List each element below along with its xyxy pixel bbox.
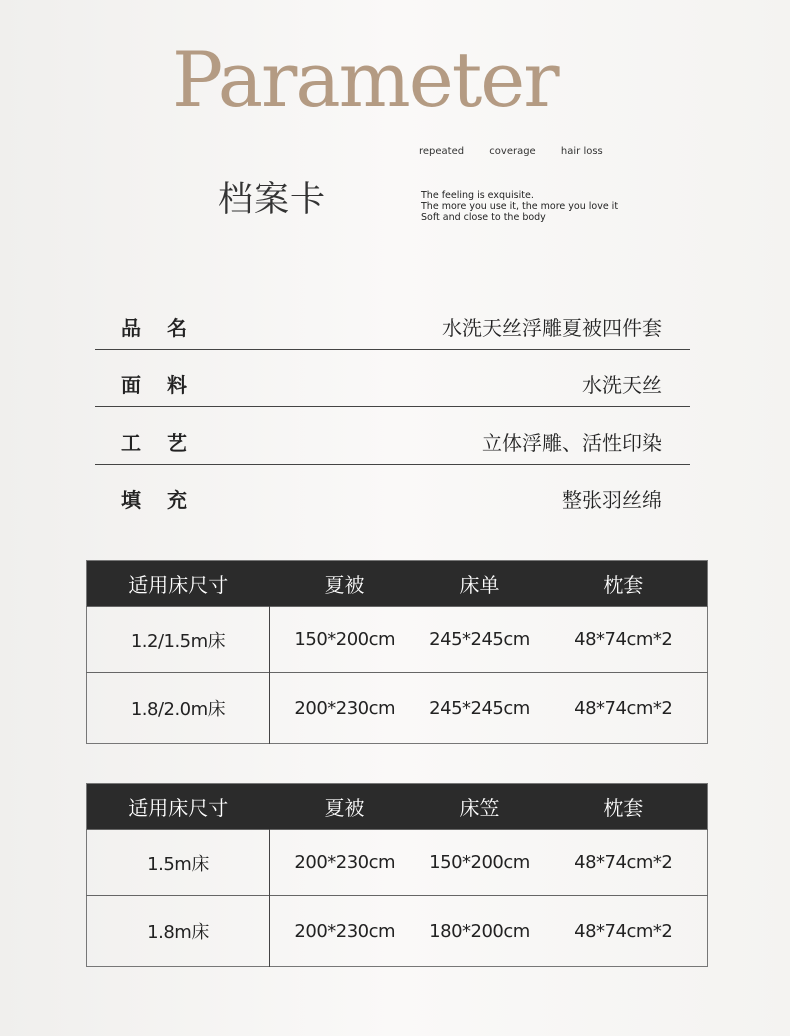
table-cell: 200*230cm [270, 830, 420, 896]
column-header: 夏被 [270, 561, 420, 607]
spec-key: 品名 [121, 316, 213, 340]
size-table [86, 783, 708, 967]
tagline-line: Soft and close to the body [421, 212, 546, 223]
column-header: 枕套 [540, 561, 708, 607]
table-cell: 245*245cm [420, 607, 540, 673]
table-cell: 48*74cm*2 [540, 607, 708, 673]
column-header: 床单 [420, 561, 540, 607]
page-title: Parameter [172, 35, 558, 124]
column-header: 适用床尺寸 [87, 561, 270, 607]
tag: repeated [419, 146, 465, 157]
size-table [86, 560, 708, 744]
table-header-row [87, 561, 708, 607]
spec-value: 整张羽丝绵 [562, 488, 662, 512]
table-cell: 200*230cm [270, 673, 420, 744]
spec-value: 立体浮雕、活性印染 [482, 431, 662, 455]
table-cell: 48*74cm*2 [540, 896, 708, 967]
tag: hair loss [560, 146, 603, 157]
table-cell: 150*200cm [270, 607, 420, 673]
spec-key: 工艺 [121, 431, 213, 455]
spec-row [95, 305, 690, 350]
column-header: 夏被 [270, 784, 420, 830]
spec-row [95, 477, 690, 521]
table-row [87, 607, 708, 673]
table-cell: 1.2/1.5m床 [87, 607, 270, 673]
table-cell: 1.5m床 [87, 830, 270, 896]
table-row [87, 830, 708, 896]
table-row [87, 896, 708, 967]
tagline-line: The more you use it, the more you love it [421, 201, 619, 212]
spec-row [95, 362, 690, 407]
table-cell: 48*74cm*2 [540, 673, 708, 744]
column-header: 枕套 [540, 784, 708, 830]
table-cell: 150*200cm [420, 830, 540, 896]
spec-key: 填充 [121, 488, 213, 512]
table-cell: 180*200cm [420, 896, 540, 967]
column-header: 适用床尺寸 [87, 784, 270, 830]
tag: coverage [489, 146, 536, 157]
spec-row [95, 420, 690, 465]
table-cell: 200*230cm [270, 896, 420, 967]
tagline-line: The feeling is exquisite. [421, 190, 534, 201]
table-cell: 1.8/2.0m床 [87, 673, 270, 744]
spec-value: 水洗天丝 [582, 373, 662, 397]
table-cell: 245*245cm [420, 673, 540, 744]
table-row [87, 673, 708, 744]
spec-key: 面料 [121, 373, 213, 397]
tagline [421, 190, 618, 223]
table-cell: 48*74cm*2 [540, 830, 708, 896]
column-header: 床笠 [420, 784, 540, 830]
tag-list [419, 146, 625, 157]
spec-value: 水洗天丝浮雕夏被四件套 [442, 316, 662, 340]
page-subtitle: 档案卡 [218, 180, 327, 220]
table-cell: 1.8m床 [87, 896, 270, 967]
table-header-row [87, 784, 708, 830]
